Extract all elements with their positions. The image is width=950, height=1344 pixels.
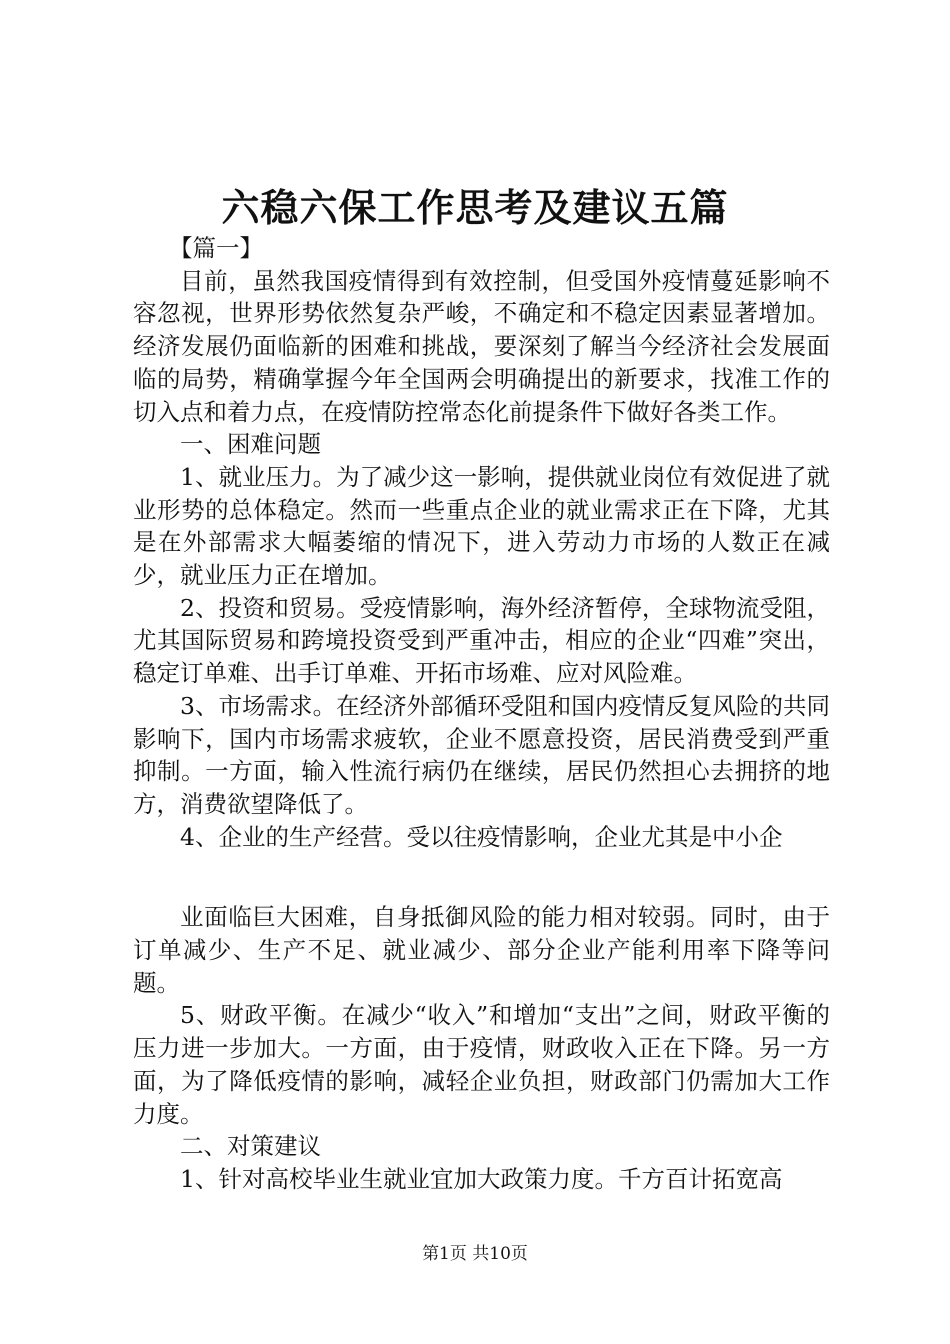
page-break-gap bbox=[133, 853, 830, 901]
paragraph-investment-trade: 2、投资和贸易。受疫情影响，海外经济暂停，全球物流受阻，尤其国际贸易和跨境投资受到严重冲击，相应的企业“四难”突出，稳定订单难、出手订单难、开拓市场难、应对风险难。 bbox=[133, 593, 830, 688]
paragraph-fiscal-balance: 5、财政平衡。在减少“收入”和增加“支出”之间，财政平衡的压力进一步加大。一方面，由于疫情，财政收入正在下降。另一方面，为了降低疫情的影响，减轻企业负担，财政部门仍需加大工作力度。 bbox=[133, 1001, 830, 1128]
paragraph-graduate-employment: 1、针对高校毕业生就业宜加大政策力度。千方百计拓宽高 bbox=[180, 1164, 783, 1193]
paragraph-enterprise-operations-cont: 业面临巨大困难，自身抵御风险的能力相对较弱。同时，由于订单减少、生产不足、就业减少、部分企业产能利用率下降等问题。 bbox=[133, 903, 830, 997]
paragraph-employment: 1、就业压力。为了减少这一影响，提供就业岗位有效促进了就业形势的总体稳定。然而一些重点企业的就业需求正在下降，尤其是在外部需求大幅萎缩的情况下，进入劳动力市场的人数正在减少，就业压力正在增加。 bbox=[133, 462, 830, 590]
paragraph-market-demand: 3、市场需求。在经济外部循环受阻和国内疫情反复风险的共同影响下，国内市场需求疲软，企业不愿意投资，居民消费受到严重抑制。一方面，输入性流行病仍在继续，居民仍然担心去拥挤的地方，消费欲望降低了。 bbox=[133, 691, 830, 818]
document-body bbox=[133, 232, 830, 1196]
heading-difficulties: 一、困难问题 bbox=[180, 430, 321, 459]
document-title: 六稳六保工作思考及建议五篇 bbox=[221, 185, 729, 230]
paragraph-enterprise-operations: 4、企业的生产经营。受以往疫情影响，企业尤其是中小企 bbox=[180, 822, 783, 851]
heading-countermeasures: 二、对策建议 bbox=[180, 1132, 321, 1161]
paragraph-intro: 目前，虽然我国疫情得到有效控制，但受国外疫情蔓延影响不容忽视，世界形势依然复杂严峻，不确定和不稳定因素显著增加。经济发展仍面临新的困难和挑战，要深刻了解当今经济社会发展面临的局势，精确掌握今年全国两会明确提出的新要求，找准工作的切入点和着力点，在疫情防控常态化前提条件下做好各类工作。 bbox=[133, 266, 830, 426]
page-footer: 第1页 共10页 bbox=[422, 1244, 528, 1264]
section-marker: 【篇一】 bbox=[169, 234, 263, 262]
